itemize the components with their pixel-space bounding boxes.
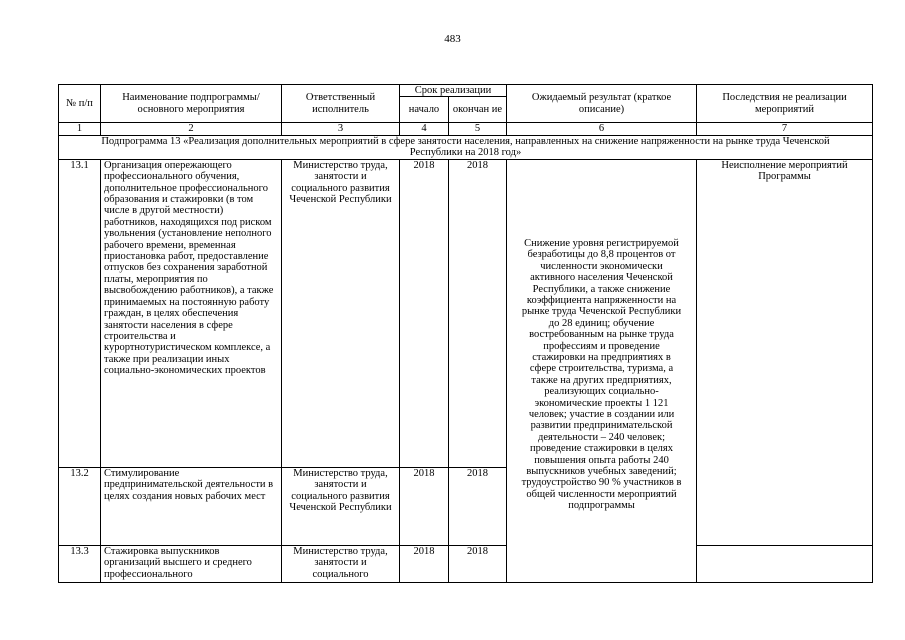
col-number: 1 [59, 123, 101, 135]
measure-name: Стимулирование предпринимательской деятельности в целях создания новых рабочих мест [101, 467, 282, 545]
header-period: Срок реализации [400, 85, 507, 97]
consequences-empty [697, 545, 873, 582]
col-number: 2 [101, 123, 282, 135]
col-number: 7 [697, 123, 873, 135]
end-year: 2018 [449, 467, 507, 545]
page-number: 483 [444, 33, 461, 45]
col-number: 5 [449, 123, 507, 135]
column-numbers-row [59, 123, 873, 135]
col-number: 4 [400, 123, 449, 135]
responsible-executor: Министерство труда, занятости и социального [282, 545, 400, 582]
start-year: 2018 [400, 545, 449, 582]
header-start: начало [400, 97, 449, 123]
header-name: Наименование подпрограммы/ основного мероприятия [101, 85, 282, 123]
expected-result [507, 159, 697, 582]
header-num: № п/п [59, 85, 101, 123]
responsible-executor: Министерство труда, занятости и социального развития Чеченской Республики [282, 159, 400, 467]
table-row [59, 159, 873, 467]
row-number: 13.1 [59, 159, 101, 467]
header-consequences: Последствия не реализации мероприятий [697, 85, 873, 123]
col-number: 3 [282, 123, 400, 135]
measure-name: Организация опережающего профессионального обучения, дополнительное профессионального образования и стажировки (в том числе в другой местности) работников, находящихся под риском увольнения (установление неполного рабочего времени, временная приостановка работ, предоставление отпусков без сохранения заработной платы, мероприятия по высвобождению работников), а также принимаемых на постоянную работу граждан, в целях обеспечения занятости населения в сфере строительства и курортнотуристическом комплексе, а также при реализации иных социально-экономических проектов [101, 159, 282, 467]
subprogram-title: Подпрограмма 13 «Реализация дополнительных мероприятий в сфере занятости населения, направленных на снижение напряженности на рынке труда Чеченской Республики на 2018 год» [59, 135, 873, 159]
end-year: 2018 [449, 159, 507, 467]
header-responsible: Ответственный исполнитель [282, 85, 400, 123]
program-table [58, 84, 873, 583]
expected-result-text: Снижение уровня регистрируемой безработицы до 8,8 процентов от численности экономически активного населения Чеченской Республики, а также снижение коэффициента напряженности на рынке труда Чеченской Республики до 28 единиц; обучение востребованным на рынке труда профессиям и проведение стажировки на предприятиях в сфере строительства, туризма, а также на других предприятиях, реализующих социально-экономические проекты 1 121 человек; участие в создании или развитии предпринимательской деятельности – 240 человек; проведение стажировки в целях повышения опыта работы 240 выпускников учебных заведений; трудоустройство 90 % участников в общей численности мероприятий подпрограммы [521, 237, 682, 512]
measure-name: Стажировка выпускников организаций высшего и среднего профессионального [101, 545, 282, 582]
start-year: 2018 [400, 467, 449, 545]
consequences: Неисполнение мероприятий Программы [697, 159, 873, 545]
header-end: окончан ие [449, 97, 507, 123]
header-result: Ожидаемый результат (краткое описание) [507, 85, 697, 123]
row-number: 13.2 [59, 467, 101, 545]
row-number: 13.3 [59, 545, 101, 582]
col-number: 6 [507, 123, 697, 135]
table-row [59, 545, 873, 582]
end-year: 2018 [449, 545, 507, 582]
start-year: 2018 [400, 159, 449, 467]
responsible-executor: Министерство труда, занятости и социального развития Чеченской Республики [282, 467, 400, 545]
